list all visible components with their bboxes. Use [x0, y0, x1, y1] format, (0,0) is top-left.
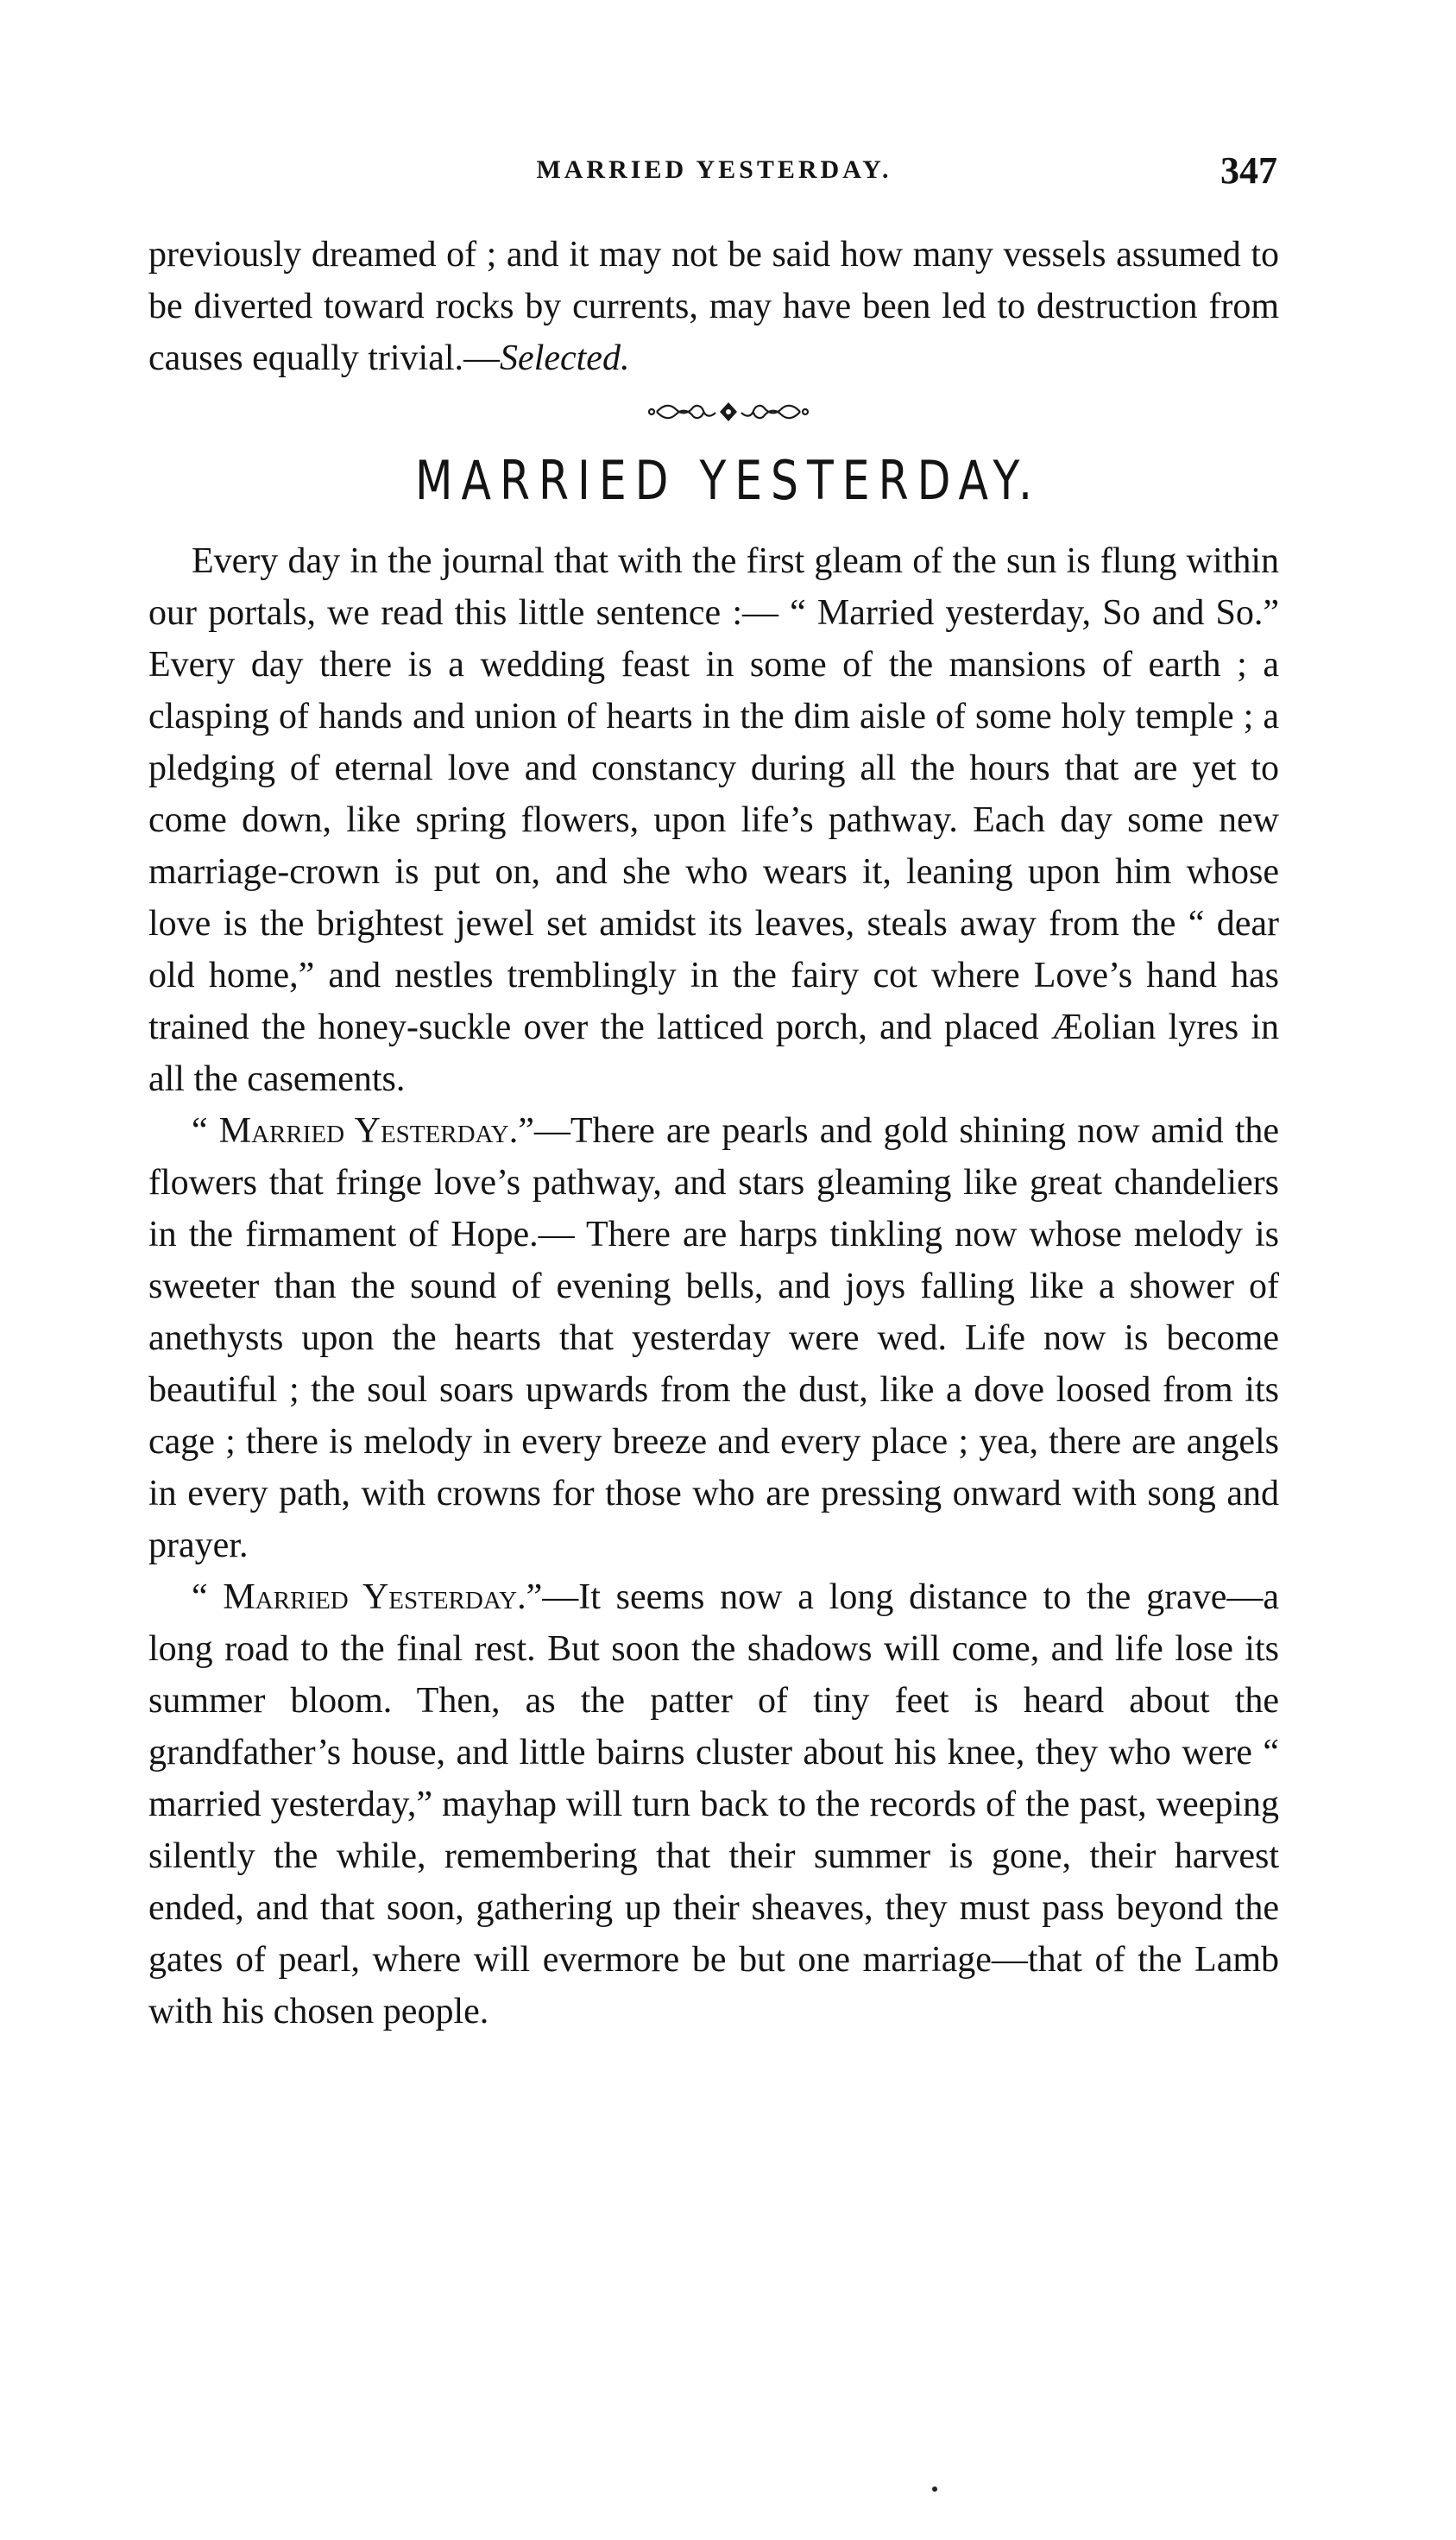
- paragraph-1: [148, 535, 1279, 1105]
- paragraph-3-lead: “ Married Yesterday.”: [192, 1577, 543, 1617]
- continued-paragraph: [148, 229, 1279, 384]
- running-title: MARRIED YESTERDAY.: [536, 155, 892, 184]
- paragraph-2-lead: “ Married Yesterday.”: [192, 1111, 534, 1151]
- ink-speck: [932, 2486, 937, 2492]
- running-head: [151, 149, 1277, 199]
- continued-text: previously dreamed of ; and it may not be said how many vessels assumed to be diverted toward rocks by currents, may have been led to destruction from causes equally trivial.—: [148, 235, 1279, 378]
- decorative-rule-icon: [0, 399, 1456, 433]
- article-title: MARRIED YESTERDAY.: [415, 450, 1041, 513]
- article-body: [148, 535, 1279, 2038]
- paragraph-1-text: Every day in the journal that with the first gleam of the sun is flung within our portals, we read this little sentence :— “ Married yesterday, So and So.” Every day there is a wedding feast in some of the mansions of earth ; a clasping of hands and union of hearts in the dim aisle of some holy temple ; a pledging of eternal love and constancy during all the hours that are yet to come down, like spring flowers, upon life’s pathway. Each day some new marriage-crown is put on, and she who wears it, leaning upon him whose love is the brightest jewel set amidst its leaves, steals away from the “ dear old home,” and nestles tremblingly in the fairy cot where Love’s hand has trained the honey-suckle over the latticed porch, and placed Æolian lyres in all the casements.: [148, 541, 1279, 1099]
- paragraph-2: [148, 1105, 1279, 1571]
- paragraph-3: [148, 1571, 1279, 2038]
- page-number: 347: [1220, 149, 1277, 192]
- ornament-graphic: [646, 399, 810, 425]
- source-attribution: Selected.: [500, 338, 630, 378]
- paragraph-3-text: —It seems now a long distance to the grave—a long road to the final rest. But soon the shadows will come, and life lose its summer bloom. Then, as the patter of tiny feet is heard about the grandfather’s house, and little bairns cluster about his knee, they who were “ married yesterday,” mayhap will turn back to the records of the past, weeping silently the while, remembering that their summer is gone, their harvest ended, and that soon, gathering up their sheaves, they must pass beyond the gates of pearl, where will evermore be but one marriage—that of the Lamb with his chosen people.: [148, 1577, 1280, 2031]
- paragraph-2-text: —There are pearls and gold shining now amid the flowers that fringe love’s pathway, and stars gleaming like great chandeliers in the firmament of Hope.— There are harps tinkling now whose melody is sweeter than the sound of evening bells, and joys falling like a shower of anethysts upon the hearts that yesterday were wed. Life now is become beautiful ; the soul soars upwards from the dust, like a dove loosed from its cage ; there is melody in every breeze and every place ; yea, there are angels in every path, with crowns for those who are pressing onward with song and prayer.: [148, 1111, 1280, 1565]
